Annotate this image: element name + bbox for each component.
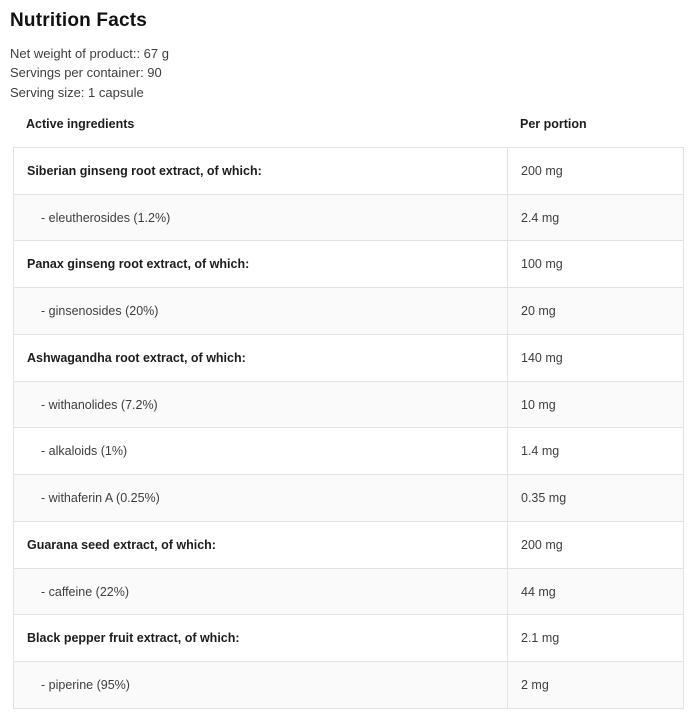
ingredient-cell: - alkaloids (1%) bbox=[41, 444, 128, 459]
table-row bbox=[14, 335, 683, 382]
column-header-active-ingredients: Active ingredients bbox=[26, 116, 135, 131]
servings-per-container-text: Servings per container: 90 bbox=[10, 65, 162, 81]
table-row bbox=[14, 241, 683, 288]
ingredient-cell: - caffeine (22%) bbox=[41, 584, 130, 599]
serving-size-text: Serving size: 1 capsule bbox=[10, 84, 144, 100]
ingredients-table bbox=[13, 147, 684, 709]
ingredient-cell: - ginsenosides (20%) bbox=[41, 304, 159, 319]
amount-cell: 0.35 mg bbox=[507, 475, 683, 521]
ingredient-cell: - eleutherosides (1.2%) bbox=[41, 210, 171, 225]
page-title: Nutrition Facts bbox=[10, 10, 148, 31]
ingredient-cell: - withaferin A (0.25%) bbox=[41, 491, 160, 506]
ingredient-cell: - withanolides (7.2%) bbox=[41, 397, 158, 412]
net-weight-text: Net weight of product:: 67 g bbox=[10, 46, 169, 61]
table-row bbox=[14, 662, 683, 709]
table-body bbox=[14, 148, 683, 709]
amount-cell: 2 mg bbox=[507, 662, 683, 708]
table-row bbox=[14, 382, 683, 429]
table-row bbox=[14, 195, 683, 242]
ingredient-cell: Black pepper fruit extract, of which: bbox=[27, 631, 240, 646]
amount-cell: 20 mg bbox=[507, 288, 683, 334]
table-row bbox=[14, 148, 683, 195]
table-header bbox=[13, 115, 696, 133]
ingredient-cell: - piperine (95%) bbox=[41, 678, 130, 693]
amount-cell: 200 mg bbox=[507, 522, 683, 568]
table-row bbox=[14, 475, 683, 522]
amount-cell: 10 mg bbox=[507, 382, 683, 428]
table-row bbox=[14, 288, 683, 335]
amount-cell: 140 mg bbox=[507, 335, 683, 381]
table-row bbox=[14, 615, 683, 662]
column-header-per-portion: Per portion bbox=[520, 116, 587, 131]
ingredient-cell: Ashwagandha root extract, of which: bbox=[27, 350, 246, 365]
ingredient-cell: Siberian ginseng root extract, of which: bbox=[27, 163, 262, 178]
amount-cell: 1.4 mg bbox=[507, 428, 683, 474]
amount-cell: 200 mg bbox=[507, 148, 683, 194]
table-row bbox=[14, 428, 683, 475]
table-row bbox=[14, 569, 683, 616]
ingredient-cell: Panax ginseng root extract, of which: bbox=[27, 257, 250, 272]
amount-cell: 2.4 mg bbox=[507, 195, 683, 241]
amount-cell: 44 mg bbox=[507, 569, 683, 615]
amount-cell: 2.1 mg bbox=[507, 615, 683, 661]
table-row bbox=[14, 522, 683, 569]
ingredient-cell: Guarana seed extract, of which: bbox=[27, 537, 216, 552]
amount-cell: 100 mg bbox=[507, 241, 683, 287]
product-info bbox=[10, 44, 696, 102]
